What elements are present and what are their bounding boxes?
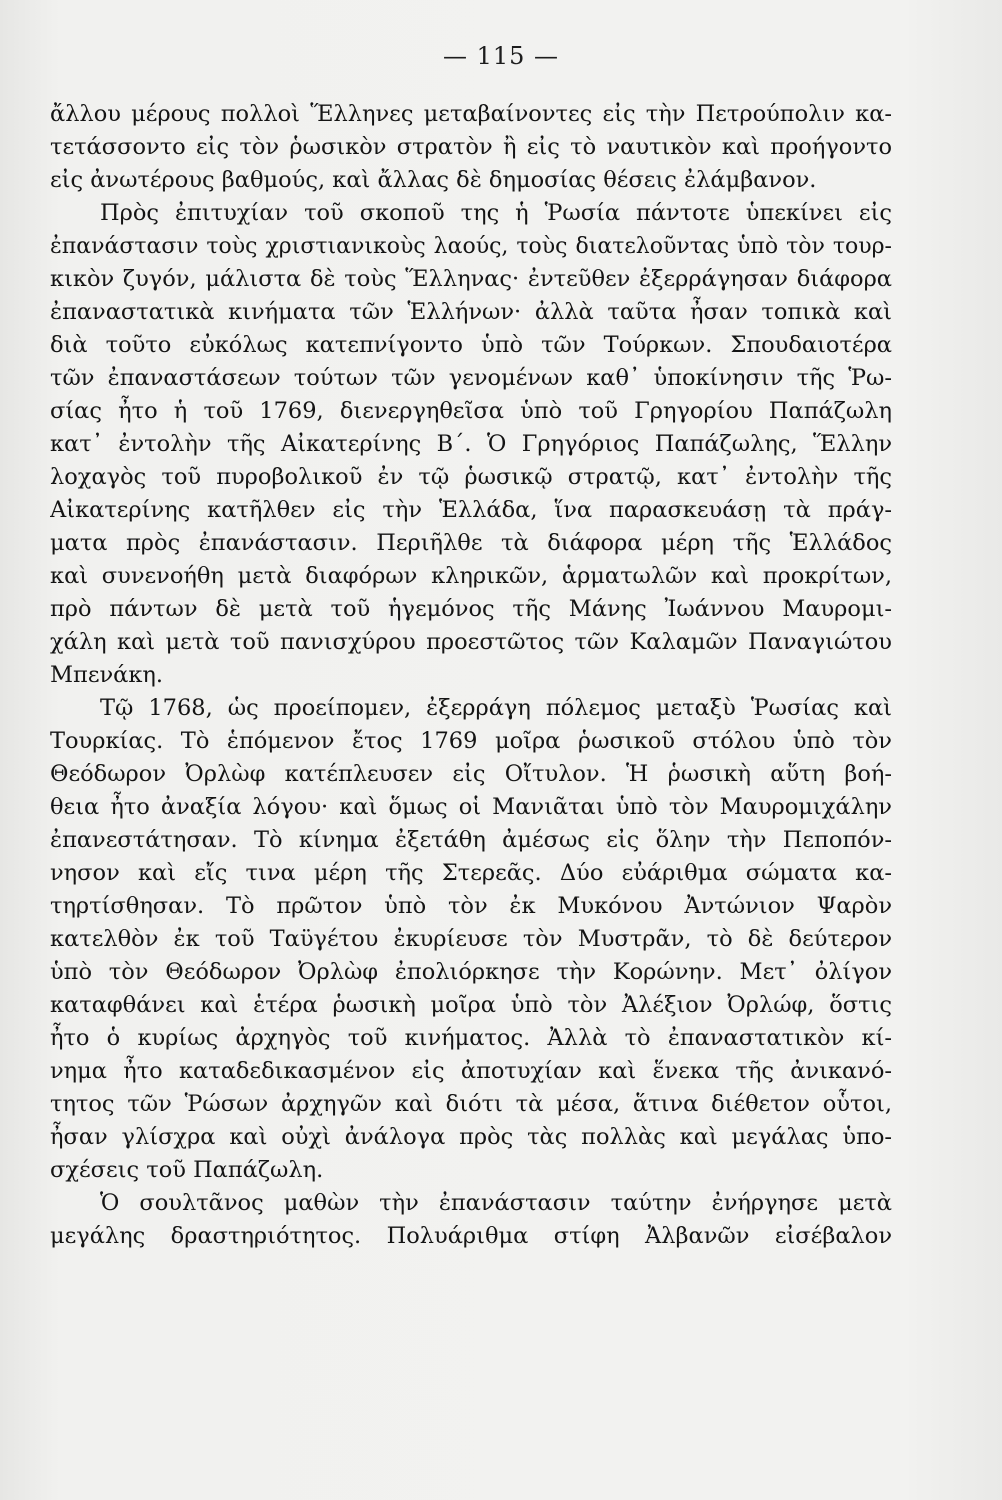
paragraph bbox=[50, 98, 892, 197]
text-line: ὑπὸ τὸν Θεόδωρον Ὀρλὼφ ἐπολιόρκησε τὴν Κορώνην. Μετ᾽ ὀλίγον bbox=[50, 959, 892, 985]
text-line: τηρτίσθησαν. Τὸ πρῶτον ὑπὸ τὸν ἐκ Μυκόνου Ἀντώνιον Ψαρὸν bbox=[50, 893, 892, 919]
text-line: κατελθὸν ἐκ τοῦ Ταϋγέτου ἐκυρίευσε τὸν Μυστρᾶν, τὸ δὲ δεύτερον bbox=[50, 926, 892, 952]
paragraph bbox=[50, 197, 892, 692]
text-line: νημα ἦτο καταδεδικασμένον εἰς ἀποτυχίαν καὶ ἕνεκα τῆς ἀνικανό- bbox=[50, 1058, 892, 1084]
text-line: τετάσσοντο εἰς τὸν ῥωσικὸν στρατὸν ἢ εἰς τὸ ναυτικὸν καὶ προήγοντο bbox=[50, 134, 892, 160]
text-line: λοχαγὸς τοῦ πυροβολικοῦ ἐν τῷ ῥωσικῷ στρατῷ, κατ᾽ ἐντολὴν τῆς bbox=[50, 464, 892, 490]
body-text bbox=[50, 98, 892, 1253]
text-line: εἰς ἀνωτέρους βαθμούς, καὶ ἄλλας δὲ δημοσίας θέσεις ἐλάμβανον. bbox=[50, 167, 817, 193]
text-line: Αἰκατερίνης κατῆλθεν εἰς τὴν Ἑλλάδα, ἵνα παρασκευάσῃ τὰ πράγ- bbox=[50, 497, 892, 523]
text-line: ἐπαναστατικὰ κινήματα τῶν Ἑλλήνων· ἀλλὰ ταῦτα ἦσαν τοπικὰ καὶ bbox=[50, 299, 892, 325]
text-line: νησον καὶ εἴς τινα μέρη τῆς Στερεᾶς. Δύο εὐάριθμα σώματα κα- bbox=[50, 860, 892, 886]
text-line: διὰ τοῦτο εὐκόλως κατεπνίγοντο ὑπὸ τῶν Τούρκων. Σπουδαιοτέρα bbox=[50, 332, 892, 358]
text-line: χάλη καὶ μετὰ τοῦ πανισχύρου προεστῶτος τῶν Καλαμῶν Παναγιώτου bbox=[50, 629, 892, 655]
text-line: θεια ἦτο ἀναξία λόγου· καὶ ὅμως οἱ Μανιᾶται ὑπὸ τὸν Μαυρομιχάλην bbox=[50, 794, 892, 820]
text-line: σχέσεις τοῦ Παπάζωλη. bbox=[50, 1157, 324, 1183]
text-line: ἐπανεστάτησαν. Τὸ κίνημα ἐξετάθη ἀμέσως εἰς ὅλην τὴν Πεποπόν- bbox=[50, 827, 892, 853]
text-line: ἐπανάστασιν τοὺς χριστιανικοὺς λαούς, τοὺς διατελοῦντας ὑπὸ τὸν τουρ- bbox=[50, 234, 892, 259]
text-line: Ὁ σουλτᾶνος μαθὼν τὴν ἐπανάστασιν ταύτην ἐνήργησε μετὰ bbox=[100, 1190, 892, 1216]
text-line: κατ᾽ ἐντολὴν τῆς Αἰκατερίνης Β΄. Ὁ Γρηγόριος Παπάζωλης, Ἕλλην bbox=[50, 431, 892, 457]
page-number: — 115 — bbox=[442, 42, 560, 70]
text-line: πρὸ πάντων δὲ μετὰ τοῦ ἡγεμόνος τῆς Μάνης Ἰωάννου Μαυρομι- bbox=[50, 596, 892, 622]
text-line: ἄλλου μέρους πολλοὶ Ἕλληνες μεταβαίνοντες εἰς τὴν Πετρούπολιν κα- bbox=[50, 101, 892, 127]
text-line: Τῷ 1768, ὡς προείπομεν, ἐξερράγη πόλεμος μεταξὺ Ῥωσίας καὶ bbox=[100, 695, 892, 721]
paragraph bbox=[50, 692, 892, 1187]
text-line: Τουρκίας. Τὸ ἑπόμενον ἔτος 1769 μοῖρα ῥωσικοῦ στόλου ὑπὸ τὸν bbox=[50, 728, 892, 754]
text-line: Μπενάκη. bbox=[50, 662, 164, 688]
text-line: τητος τῶν Ῥώσων ἀρχηγῶν καὶ διότι τὰ μέσα, ἅτινα διέθετον οὗτοι, bbox=[50, 1091, 892, 1117]
text-line: κικὸν ζυγόν, μάλιστα δὲ τοὺς Ἕλληνας· ἐντεῦθεν ἐξερράγησαν διάφορα bbox=[50, 266, 892, 292]
text-line: σίας ἦτο ἡ τοῦ 1769, διενεργηθεῖσα ὑπὸ τοῦ Γρηγορίου Παπάζωλη bbox=[50, 398, 892, 424]
text-line: μεγάλης δραστηριότητος. Πολυάριθμα στίφη Ἀλβανῶν εἰσέβαλον bbox=[50, 1223, 892, 1249]
text-line: ἦτο ὁ κυρίως ἀρχηγὸς τοῦ κινήματος. Ἀλλὰ τὸ ἐπαναστατικὸν κί- bbox=[50, 1025, 892, 1051]
paragraph bbox=[50, 1187, 892, 1253]
text-line: Θεόδωρον Ὀρλὼφ κατέπλευσεν εἰς Οἴτυλον. Ἡ ῥωσικὴ αὕτη βοή- bbox=[50, 761, 892, 787]
text-line: ματα πρὸς ἐπανάστασιν. Περιῆλθε τὰ διάφορα μέρη τῆς Ἑλλάδος bbox=[50, 530, 892, 556]
text-line: τῶν ἐπαναστάσεων τούτων τῶν γενομένων καθ᾽ ὑποκίνησιν τῆς Ῥω- bbox=[50, 365, 892, 391]
text-line: καταφθάνει καὶ ἑτέρα ῥωσικὴ μοῖρα ὑπὸ τὸν Ἀλέξιον Ὀρλώφ, ὅστις bbox=[50, 992, 892, 1018]
text-line: Πρὸς ἐπιτυχίαν τοῦ σκοποῦ της ἡ Ῥωσία πάντοτε ὑπεκίνει εἰς bbox=[100, 200, 892, 226]
text-line: ἦσαν γλίσχρα καὶ οὐχὶ ἀνάλογα πρὸς τὰς πολλὰς καὶ μεγάλας ὑπο- bbox=[50, 1124, 892, 1150]
text-line: καὶ συνενοήθη μετὰ διαφόρων κληρικῶν, ἁρματωλῶν καὶ προκρίτων, bbox=[50, 563, 892, 589]
